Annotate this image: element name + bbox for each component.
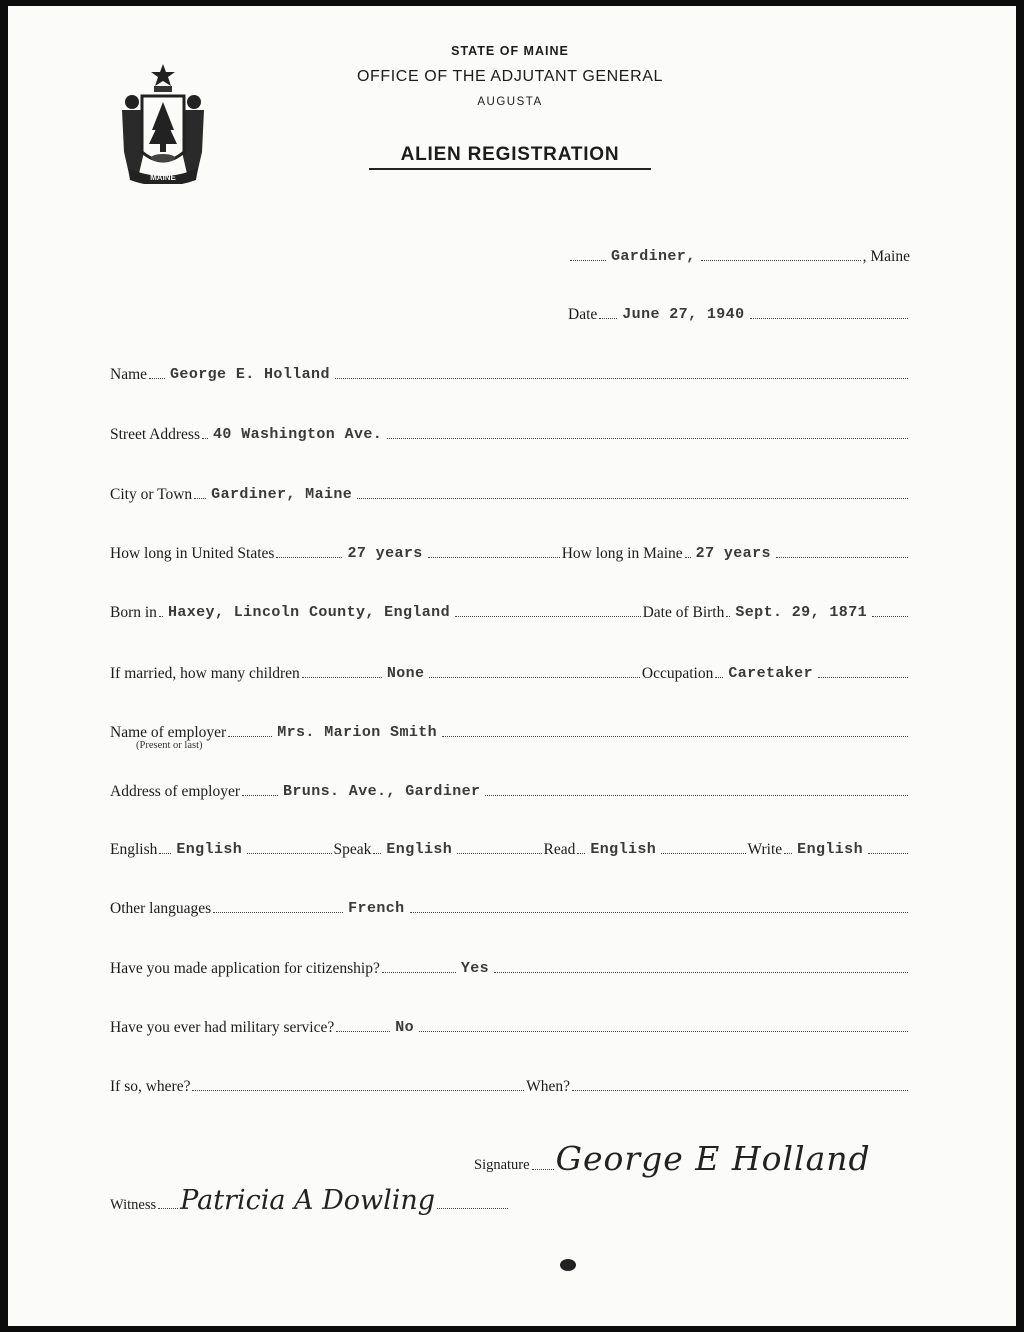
date-line xyxy=(568,300,910,324)
state-heading: STATE OF MAINE xyxy=(451,44,569,58)
born-in-value: Haxey, Lincoln County, England xyxy=(165,604,453,621)
city-field xyxy=(110,480,910,504)
office-heading: OFFICE OF THE ADJUTANT GENERAL xyxy=(356,68,664,85)
write-label: Write xyxy=(747,841,783,858)
employer-address-label: Address of employer xyxy=(110,783,240,800)
occupation-value: Caretaker xyxy=(725,665,816,682)
witness-label: Witness xyxy=(110,1197,157,1213)
speak-label: Speak xyxy=(333,841,372,858)
maine-state-seal-icon xyxy=(108,60,218,184)
employer-value: Mrs. Marion Smith xyxy=(274,724,440,741)
employer-label: Name of employer xyxy=(110,724,227,741)
date-value: June 27, 1940 xyxy=(619,306,747,323)
form-title: ALIEN REGISTRATION xyxy=(400,144,620,165)
where-when-fields xyxy=(110,1072,910,1096)
children-label: If married, how many children xyxy=(110,665,300,682)
english-label: English xyxy=(110,841,158,858)
us-duration-value: 27 years xyxy=(344,545,425,562)
other-languages-label: Other languages xyxy=(110,900,212,917)
english-fields xyxy=(110,835,910,859)
svg-text:MAINE: MAINE xyxy=(150,173,176,182)
other-languages-value: French xyxy=(345,900,407,917)
location-value: Gardiner, xyxy=(608,248,699,265)
date-label: Date xyxy=(568,306,598,323)
military-field xyxy=(110,1013,910,1037)
read-value: English xyxy=(587,841,659,858)
name-field xyxy=(110,360,910,384)
witness-field xyxy=(110,1168,510,1218)
read-label: Read xyxy=(543,841,576,858)
employer-address-field xyxy=(110,777,910,801)
where-label: If so, where? xyxy=(110,1078,191,1095)
maine-duration-label: How long in Maine xyxy=(561,545,683,562)
location-state-label: , Maine xyxy=(862,248,910,265)
signature-field xyxy=(474,1128,934,1180)
witness-value: Patricia A Dowling xyxy=(180,1185,436,1216)
city-value: Gardiner, Maine xyxy=(208,486,355,503)
citizenship-field xyxy=(110,954,910,978)
street-address-value: 40 Washington Ave. xyxy=(210,426,385,443)
maine-duration-value: 27 years xyxy=(693,545,774,562)
born-in-label: Born in xyxy=(110,604,157,621)
citizenship-label: Have you made application for citizenship? xyxy=(110,960,380,977)
military-value: No xyxy=(392,1019,417,1036)
employer-address-value: Bruns. Ave., Gardiner xyxy=(280,783,483,800)
duration-fields xyxy=(110,539,910,563)
name-label: Name xyxy=(110,366,148,383)
birth-fields xyxy=(110,598,910,622)
street-address-label: Street Address xyxy=(110,426,200,443)
name-value: George E. Holland xyxy=(167,366,333,383)
employer-field xyxy=(110,718,910,742)
when-label: When? xyxy=(526,1078,570,1095)
children-value: None xyxy=(384,665,428,682)
citizenship-value: Yes xyxy=(458,960,492,977)
dob-label: Date of Birth xyxy=(642,604,725,621)
title-underline xyxy=(369,168,651,170)
registration-form xyxy=(8,6,1016,1326)
english-value: English xyxy=(173,841,245,858)
speak-value: English xyxy=(383,841,455,858)
signature-value: George E Holland xyxy=(555,1139,871,1178)
ink-blot xyxy=(560,1259,576,1271)
children-occupation-fields xyxy=(110,659,910,683)
write-value: English xyxy=(794,841,866,858)
dob-value: Sept. 29, 1871 xyxy=(732,604,870,621)
other-languages-field xyxy=(110,894,910,918)
employer-sublabel: (Present or last) xyxy=(136,740,203,751)
street-address-field xyxy=(110,420,910,444)
location-line xyxy=(568,242,910,266)
occupation-label: Occupation xyxy=(641,665,714,682)
city-heading: AUGUSTA xyxy=(477,96,543,108)
city-label: City or Town xyxy=(110,486,193,503)
military-label: Have you ever had military service? xyxy=(110,1019,335,1036)
signature-label: Signature xyxy=(474,1157,530,1173)
us-duration-label: How long in United States xyxy=(110,545,275,562)
